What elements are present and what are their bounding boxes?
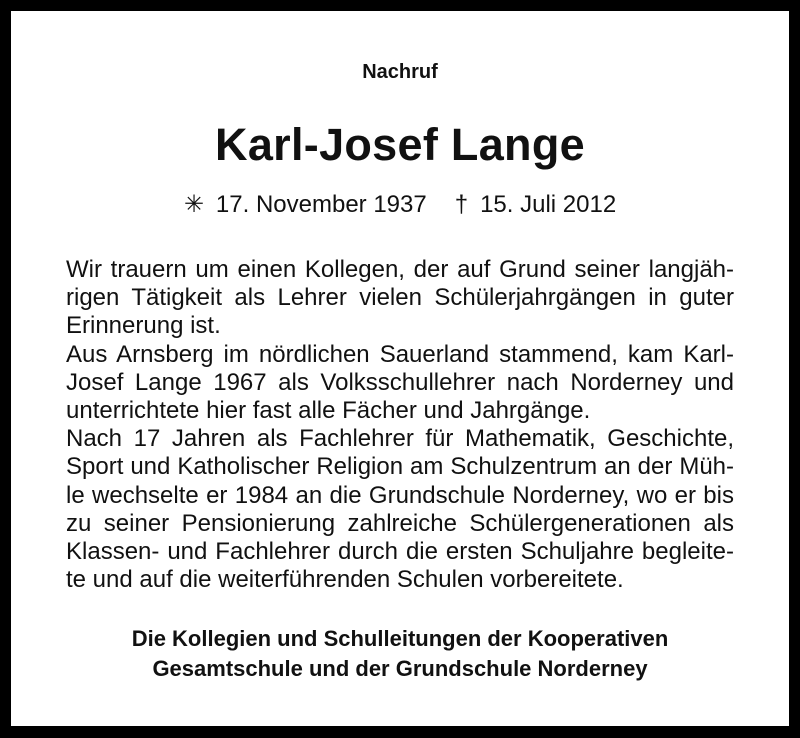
deceased-name: Karl-Josef Lange — [215, 119, 585, 170]
body-line: Erinnerung ist. — [66, 312, 221, 340]
body-line: unterrichtete hier fast alle Fächer und Jahrgänge. — [66, 396, 591, 424]
body-line: Nach 17 Jahren als Fachlehrer für Mathematik, Geschichte, — [66, 425, 734, 453]
body-line: Josef Lange 1967 als Volksschullehrer nach Norderney und — [66, 368, 734, 396]
obituary-body — [66, 256, 734, 594]
body-line: Klassen- und Fachlehrer durch die ersten Schuljahre begleite- — [66, 537, 734, 565]
life-dates — [0, 190, 800, 220]
death-date: 15. Juli 2012 — [480, 191, 617, 218]
body-line: Aus Arnsberg im nördlichen Sauerland stammend, kam Karl- — [66, 340, 734, 368]
body-line: le wechselte er 1984 an die Grundschule Norderney, wo er bis — [66, 481, 734, 509]
death-cross-icon: † — [454, 191, 469, 218]
body-line: Wir trauern um einen Kollegen, der auf Grund seiner langjäh- — [66, 256, 734, 283]
signature-block — [0, 624, 800, 684]
body-line: zu seiner Pensionierung zahlreiche Schülergenerationen als — [66, 509, 734, 537]
birth-star-icon: ✳ — [183, 191, 204, 218]
signature-line: Die Kollegien und Schulleitungen der Kooperativen — [131, 626, 669, 651]
notice-heading: Nachruf — [362, 61, 438, 83]
signature-line: Gesamtschule und der Grundschule Norderney — [152, 656, 648, 681]
body-line: Sport und Katholischer Religion am Schulzentrum an der Müh- — [66, 453, 734, 481]
body-line: rigen Tätigkeit als Lehrer vielen Schülerjahrgängen in guter — [66, 284, 734, 312]
body-line: te und auf die weiterführenden Schulen vorbereitete. — [66, 566, 624, 594]
birth-date: 17. November 1937 — [215, 191, 427, 218]
